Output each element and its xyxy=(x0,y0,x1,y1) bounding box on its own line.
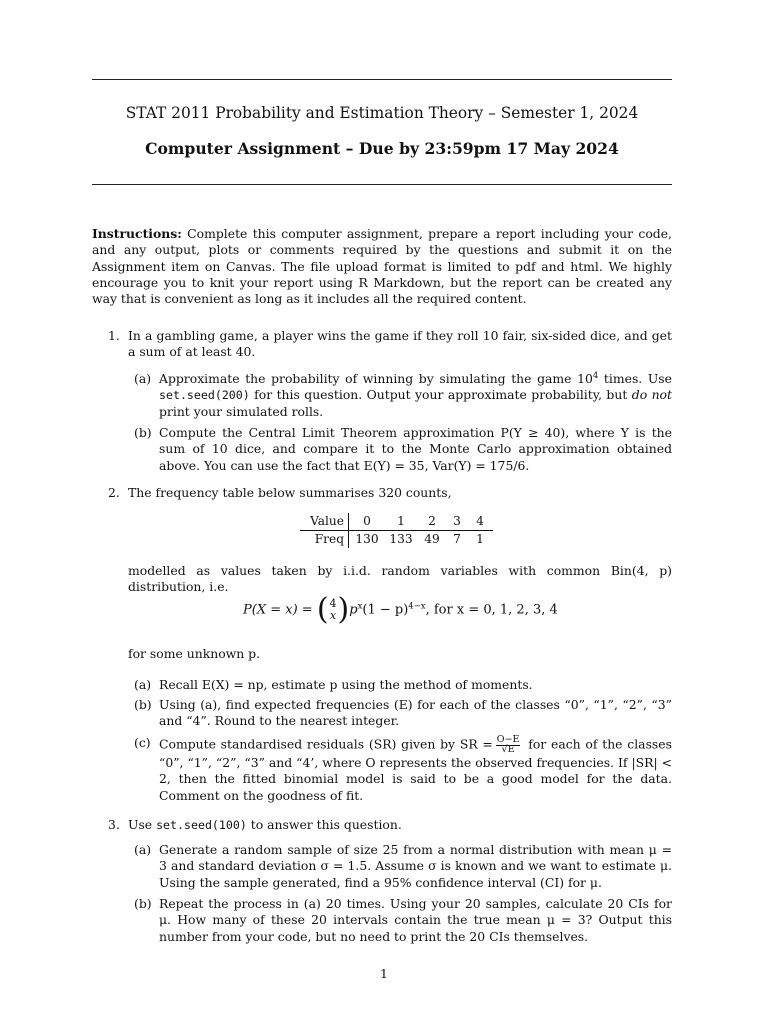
table-cell: 4 xyxy=(467,513,493,531)
table-cell: 1 xyxy=(476,532,484,547)
table-cell: 1 xyxy=(385,513,417,531)
q2-unknown-text: for some unknown p. xyxy=(128,646,261,661)
code-snippet: set.seed(100) xyxy=(156,818,247,832)
table-cell: 3 xyxy=(447,513,467,531)
table-cell: 7 xyxy=(453,532,461,547)
q3b-label: (b) xyxy=(134,896,152,911)
bottom-rule xyxy=(92,184,672,185)
q2b-label: (b) xyxy=(134,697,152,712)
q2-model-text: modelled as values taken by i.i.d. random variables with common Bin(4, p) distribution, i.e. xyxy=(128,563,672,595)
q3a-label: (a) xyxy=(134,842,152,857)
q1-text: In a gambling game, a player wins the game if they roll 10 fair, six-sided dice, and get a sum of at least 40. xyxy=(128,328,672,360)
table-cell: 133 xyxy=(389,532,413,547)
table-cell: 49 xyxy=(424,532,440,547)
q3b-text: Repeat the process in (a) 20 times. Using your 20 samples, calculate 20 CIs for μ. How many of these 20 intervals contain the true mean μ = 3? Output this number from your code, but no need to print the 20 CIs themselves. xyxy=(159,896,672,944)
top-rule xyxy=(92,79,672,80)
q1-number: 1. xyxy=(108,328,120,343)
binomial-formula: P(X = x) = (4 $x)p^x(1 - p)^{4-x}$, for x = 0, 1, 2, 3, 4 xyxy=(243,591,558,627)
q2b-text: Using (a), find expected frequencies (E) for each of the classes “0”, “1”, “2”, “3” and “4”. Round to the nearest integer. xyxy=(159,697,672,729)
q2c-text: Compute standardised residuals (SR) given by SR = $\frac{O-E}{√E}$ for each of the classes “0”, “1”, “2”, “3” and “4’, where O represents the observed frequencies. If |SR| < 2, then the fitted binomial model is said to be a good model for the data. Comment on the goodness of fit. xyxy=(159,734,672,803)
table-cell: 130 xyxy=(355,532,379,547)
q2a-label: (a) xyxy=(134,677,152,692)
table-cell: 0 xyxy=(349,513,386,531)
assignment-subtitle: Computer Assignment – Due by 23:59pm 17 May 2024 xyxy=(145,139,619,158)
sr-fraction: $\frac{O-E}{√E}$ xyxy=(496,734,520,755)
q1b-text: Compute the Central Limit Theorem approximation P(Y ≥ 40), where Y is the sum of 10 dice, and compare it to the Monte Carlo approximation obtained above. You can use the fact that E(Y) = 35, Var(Y) = 175/6. xyxy=(159,425,672,473)
instructions-text: Complete this computer assignment, prepare a report including your code, and any output, plots or comments required by the questions and submit it on the Assignment item on Canvas. The file upload format is limited to pdf and html. We highly encourage you to knit your report using R Markdown, but the report can be created any way that is convenient as long as it includes all the required content. xyxy=(92,226,672,307)
q3-text: Use set.seed(100) to answer this question. xyxy=(128,817,402,832)
instructions-label: Instructions: xyxy=(92,226,182,241)
instructions-paragraph xyxy=(92,226,672,307)
q2-number: 2. xyxy=(108,485,120,500)
q3a-text: Generate a random sample of size 25 from a normal distribution with mean μ = 3 and standard deviation σ = 1.5. Assume σ is known and we want to estimate μ. Using the sample generated, find a 95% confidence interval (CI) for μ. xyxy=(159,842,672,890)
q2c-label: (c) xyxy=(134,735,151,750)
table-row-label: Freq xyxy=(300,531,349,549)
table-row xyxy=(300,513,493,531)
q1b-label: (b) xyxy=(134,425,152,440)
table-row-label: Value xyxy=(300,513,349,531)
q1a-label: (a) xyxy=(134,371,152,386)
code-snippet: set.seed(200) xyxy=(159,388,250,403)
q2a-text: Recall E(X) = np, estimate p using the method of moments. xyxy=(159,677,533,692)
page-title: STAT 2011 Probability and Estimation Theory – Semester 1, 2024 xyxy=(125,104,639,122)
q1a-text: Approximate the probability of winning by simulating the game $10^4$ times. Use set.seed(200) for this question. Output your approximate probability, but do not print your simulated rolls. xyxy=(159,371,672,419)
page-number: 1 xyxy=(380,966,388,981)
frequency-table xyxy=(300,513,493,548)
table-cell: 2 xyxy=(417,513,447,531)
table-row xyxy=(300,531,493,549)
q3-number: 3. xyxy=(108,817,120,832)
q2-intro: The frequency table below summarises 320 counts, xyxy=(128,485,452,500)
